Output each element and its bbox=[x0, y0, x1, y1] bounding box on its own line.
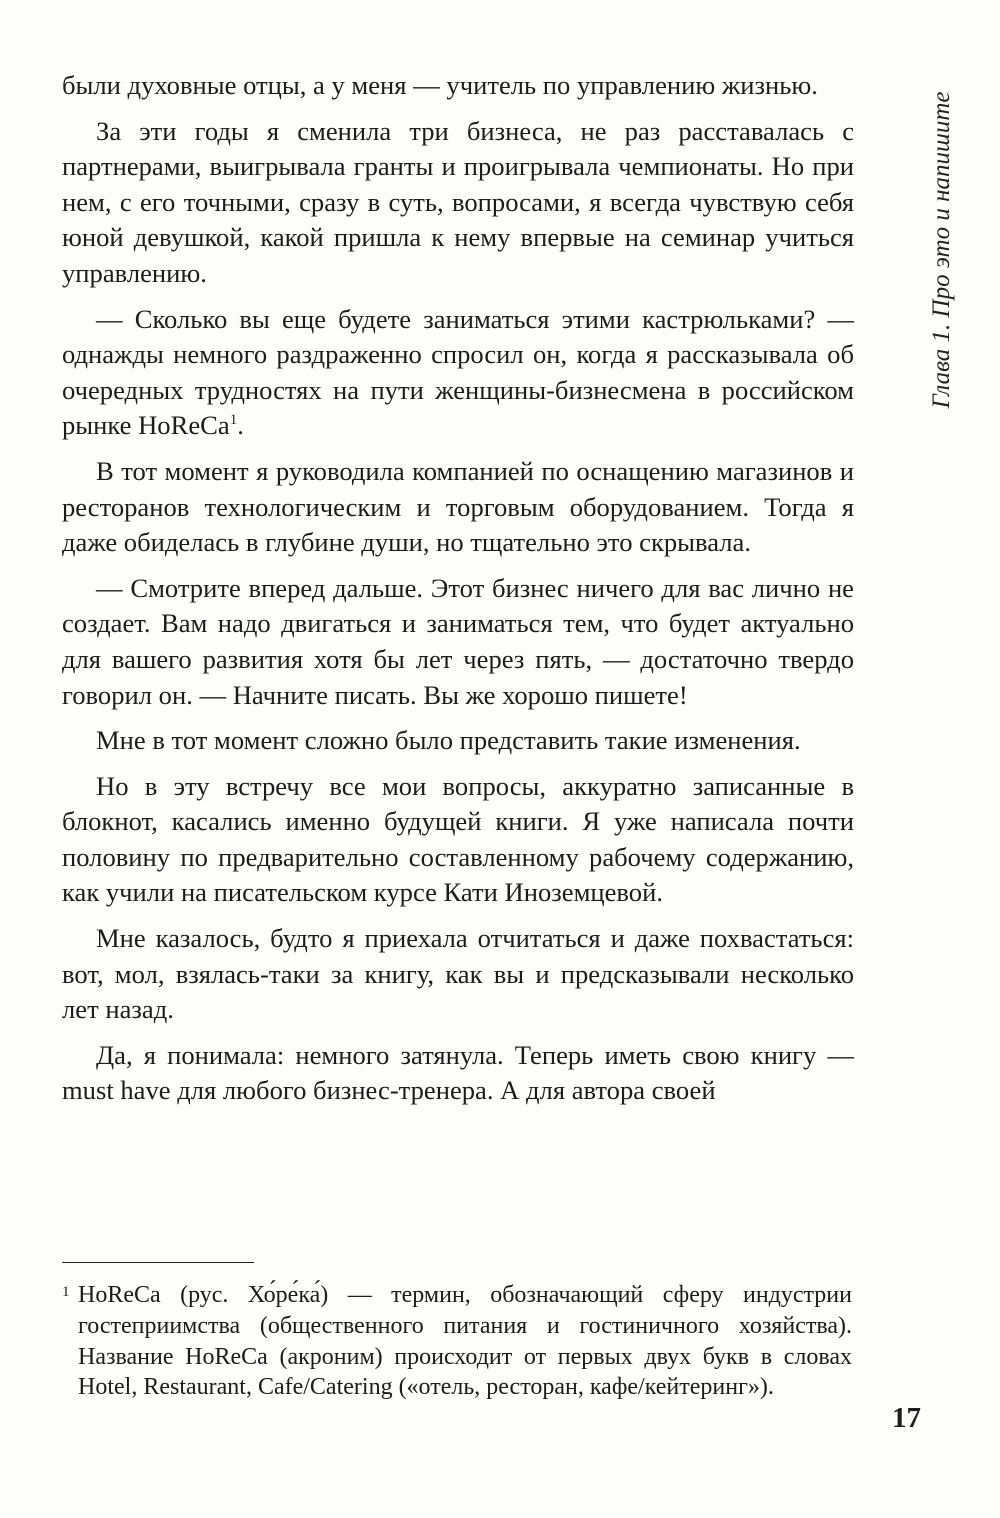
page-body bbox=[62, 68, 854, 1109]
footnote-mark: 1 bbox=[62, 1284, 70, 1300]
paragraph: были духовные отцы, а у меня — учитель по управлению жизнью. bbox=[62, 70, 818, 100]
footnote-text: HoReCa (рус. Хо́ре́ка́) — термин, обозначающий сферу индустрии гостеприимства (общественного питания и гостиничного хозяйства). Название HoReCa (акроним) происходит от первых двух букв в словах Hotel, Restaurant, Cafe/Catering («отель, ресторан, кафе/кейтеринг»). bbox=[78, 1282, 852, 1401]
paragraph-with-footnote-ref bbox=[62, 302, 854, 444]
running-chapter-title: Глава 1. Про это и напишите bbox=[928, 91, 955, 409]
footnote-ref-mark[interactable]: 1 bbox=[229, 412, 238, 429]
paragraph: Мне казалось, будто я приехала отчитаться и даже похвастаться: вот, мол, взялась-таки за книгу, как вы и предсказывали несколько лет назад. bbox=[62, 923, 854, 1025]
paragraph: Мне в тот момент сложно было представить такие изменения. bbox=[96, 725, 801, 756]
paragraph: Но в эту встречу все мои вопросы, аккуратно записанные в блокнот, касались именно будущей книги. Я уже написала почти половину по предварительно составленному рабочему содержанию, как учили на писательском курсе Кати Иноземцевой. bbox=[62, 770, 854, 908]
paragraph: — Смотрите вперед дальше. Этот бизнес ничего для вас лично не создает. Вам надо двигаться и заниматься тем, что будет актуально для вашего развития хотя бы лет через пять, — достаточно твердо говорил он. — Начните писать. Вы же хорошо пишете! bbox=[62, 572, 854, 710]
page-number: 17 bbox=[892, 1402, 921, 1434]
footnote bbox=[62, 1280, 852, 1403]
paragraph-end-punct: . bbox=[237, 410, 244, 441]
paragraph: Да, я понимала: немного затянула. Теперь иметь свою книгу — must have для любого бизнес-тренера. А для автора своей bbox=[62, 1039, 854, 1106]
footnote-divider bbox=[62, 1262, 254, 1263]
paragraph: В тот момент я руководила компанией по оснащению магазинов и ресторанов технологическим и торговым оборудованием. Тогда я даже обиделась в глубине души, но тщательно это скрывала. bbox=[62, 455, 854, 558]
paragraph: За эти годы я сменила три бизнеса, не раз расставалась с партнерами, выигрывала гранты и проигрывала чемпионаты. Но при нем, с его точными, сразу в суть, вопросами, я всегда чувствую себя юной девушкой, какой пришла к нему впервые на семинар учиться управлению. bbox=[62, 115, 854, 288]
paragraph-text: — Сколько вы еще будете заниматься этими кастрюльками? — однажды немного раздраженно спросил он, когда я рассказывала об очередных трудностях на пути женщины-бизнесмена в российском рынке HoReCa bbox=[62, 303, 854, 441]
